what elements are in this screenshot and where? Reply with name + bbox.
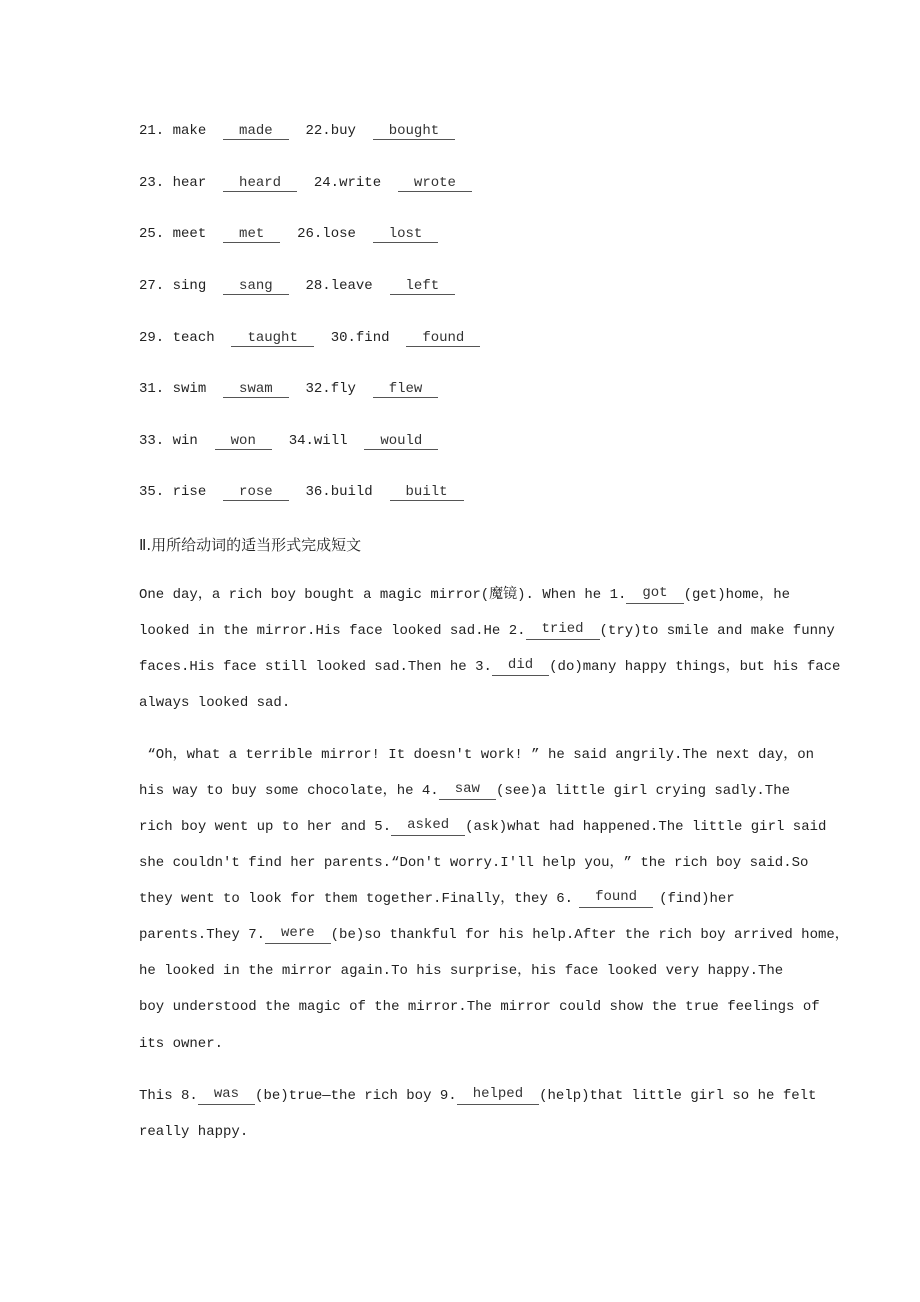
passage-word: make bbox=[750, 623, 793, 639]
passage-word: mirror.His bbox=[256, 623, 350, 639]
passage-word: (get)home， bbox=[683, 587, 774, 603]
passage-word: This bbox=[139, 1088, 182, 1104]
passage-word: in bbox=[197, 623, 224, 639]
passage-text: always looked sad. bbox=[139, 695, 291, 711]
passage-word: “Oh， bbox=[147, 747, 187, 763]
passage-word: (be)so bbox=[330, 927, 390, 943]
passage-word: the bbox=[248, 963, 282, 979]
passage-word: mirror bbox=[500, 999, 560, 1015]
answer-blank: tried bbox=[526, 622, 600, 640]
passage-word: boy bbox=[139, 999, 173, 1015]
passage-word: his bbox=[139, 783, 173, 799]
answer-blank: taught bbox=[231, 331, 313, 347]
answer-blank: sang bbox=[223, 279, 289, 295]
passage-word: the bbox=[640, 855, 674, 871]
passage-word: felt bbox=[782, 1088, 817, 1104]
passage-word: (do)many bbox=[549, 659, 625, 675]
answer-blank: rose bbox=[223, 485, 289, 501]
passage-word: feelings bbox=[727, 999, 803, 1015]
passage-text: (find)her bbox=[659, 891, 735, 907]
answer-blank: lost bbox=[373, 227, 439, 243]
word-row bbox=[139, 329, 497, 347]
word-row bbox=[139, 277, 472, 295]
passage-word: thankful bbox=[389, 927, 466, 943]
item-number: 24. bbox=[313, 175, 340, 191]
item-number: 34. bbox=[288, 433, 314, 449]
item-number: 32. bbox=[305, 381, 331, 397]
passage-line bbox=[139, 694, 781, 712]
passage-word: the bbox=[223, 623, 257, 639]
passage-word: happy.The bbox=[707, 963, 784, 979]
verb: find bbox=[355, 330, 390, 346]
passage-word: things， bbox=[675, 659, 740, 675]
verb: win bbox=[172, 433, 198, 449]
word-row bbox=[139, 225, 455, 243]
passage-word: sad.He bbox=[449, 623, 509, 639]
passage-word: the bbox=[265, 999, 299, 1015]
passage-word: little bbox=[631, 1088, 691, 1104]
passage-word: he bbox=[757, 1088, 783, 1104]
passage-word: she bbox=[139, 855, 173, 871]
passage-word: some bbox=[265, 783, 308, 799]
passage-word: the bbox=[651, 999, 686, 1015]
passage-word: terrible bbox=[245, 747, 322, 763]
passage-line bbox=[139, 890, 781, 908]
passage-word: One bbox=[139, 587, 173, 603]
passage-word: boy bbox=[715, 855, 750, 871]
item-number: 30. bbox=[330, 330, 356, 346]
verb: meet bbox=[172, 226, 207, 242]
passage-word: what bbox=[186, 747, 229, 763]
passage-word: next bbox=[716, 747, 759, 763]
passage-word: went bbox=[214, 819, 257, 835]
passage-word: but bbox=[739, 659, 774, 675]
passage-word: angrily.The bbox=[615, 747, 717, 763]
passage-word: rich bbox=[658, 927, 701, 943]
passage-line bbox=[139, 1035, 781, 1053]
answer-blank: built bbox=[390, 485, 464, 501]
passage-word: face bbox=[564, 963, 607, 979]
passage-word: girl bbox=[750, 819, 793, 835]
passage-word: a bbox=[211, 587, 229, 603]
item-number: 25. bbox=[139, 226, 165, 242]
passage-word: find bbox=[248, 855, 291, 871]
passage-word: his bbox=[416, 963, 450, 979]
verb: swim bbox=[172, 381, 207, 397]
passage-word: worry.I'll bbox=[449, 855, 543, 871]
passage-word: day， bbox=[758, 747, 798, 763]
passage-word: magic bbox=[379, 587, 431, 603]
passage-word: so bbox=[732, 1088, 758, 1104]
passage-word: 9. bbox=[439, 1088, 457, 1104]
passage-word: When bbox=[542, 587, 585, 603]
passage-word: he bbox=[396, 783, 422, 799]
passage-word: said.So bbox=[749, 855, 809, 871]
answer-blank: helped bbox=[457, 1087, 539, 1105]
passage-word: had bbox=[549, 819, 583, 835]
passage-word: again.To bbox=[340, 963, 417, 979]
passage-word: his bbox=[498, 927, 533, 943]
item-number: 28. bbox=[305, 278, 331, 294]
item-number: 21. bbox=[139, 123, 165, 139]
passage-line bbox=[139, 998, 820, 1016]
passage-text: they went to look for them together.Finally，they 6. bbox=[139, 891, 574, 907]
passage-word: mirror.The bbox=[407, 999, 501, 1015]
passage-word: rich bbox=[673, 855, 716, 871]
passage-word: boy bbox=[406, 1088, 440, 1104]
passage-word: he bbox=[139, 963, 165, 979]
answer-blank: made bbox=[223, 124, 289, 140]
verb: lose bbox=[322, 226, 356, 242]
passage-word: very bbox=[665, 963, 708, 979]
passage-word: looked bbox=[606, 963, 666, 979]
passage-word: face bbox=[223, 659, 266, 675]
passage-word: 2. bbox=[508, 623, 526, 639]
passage-word: It bbox=[388, 747, 414, 763]
passage-word: magic bbox=[298, 999, 350, 1015]
section-heading: Ⅱ.用所给动词的适当形式完成短文 bbox=[139, 536, 362, 554]
passage-word: home， bbox=[801, 927, 849, 943]
passage-word: said bbox=[573, 747, 616, 763]
passage-word: smile bbox=[666, 623, 718, 639]
answer-blank: would bbox=[364, 434, 438, 450]
passage-word: for bbox=[465, 927, 499, 943]
passage-word: show bbox=[609, 999, 652, 1015]
item-number: 35. bbox=[139, 484, 165, 500]
passage-word: day， bbox=[172, 587, 212, 603]
passage-word: (see)a bbox=[495, 783, 555, 799]
passage-word: boy bbox=[270, 587, 305, 603]
passage-word: of bbox=[349, 999, 375, 1015]
passage-word: on bbox=[797, 747, 815, 763]
passage-line bbox=[139, 962, 784, 980]
item-number: 36. bbox=[305, 484, 331, 500]
passage-word: 7. bbox=[248, 927, 266, 943]
word-row bbox=[139, 380, 455, 398]
verb: sing bbox=[172, 278, 207, 294]
passage-word: mirror bbox=[281, 963, 341, 979]
passage-word: a bbox=[228, 747, 246, 763]
passage-word: his bbox=[773, 659, 807, 675]
passage-word: 8. bbox=[181, 1088, 198, 1104]
passage-word: true bbox=[685, 999, 728, 1015]
passage-word: he bbox=[584, 587, 610, 603]
passage-text: really happy. bbox=[139, 1124, 249, 1140]
item-number: 31. bbox=[139, 381, 165, 397]
passage-line bbox=[139, 1123, 781, 1141]
passage-word: bought bbox=[304, 587, 364, 603]
passage-word: and bbox=[717, 623, 751, 639]
passage-line bbox=[139, 746, 815, 764]
passage-word: parents.They bbox=[139, 927, 249, 943]
passage-line bbox=[139, 621, 835, 640]
passage-word: sad.Then bbox=[374, 659, 450, 675]
passage-word: chocolate， bbox=[307, 783, 397, 799]
passage-word: faces.His bbox=[139, 659, 224, 675]
passage-word: mirror(魔镜). bbox=[430, 587, 543, 603]
passage-word: ” bbox=[623, 855, 641, 871]
passage-line bbox=[139, 854, 809, 872]
passage-word: her bbox=[307, 819, 341, 835]
passage-word: 3. bbox=[475, 659, 492, 675]
passage-word: face bbox=[349, 623, 392, 639]
passage-word: his bbox=[531, 963, 565, 979]
passage-word: looked bbox=[315, 659, 375, 675]
passage-word: rich bbox=[228, 587, 271, 603]
answer-blank: did bbox=[492, 658, 549, 676]
passage-word: to bbox=[206, 783, 232, 799]
passage-word: rich bbox=[364, 1088, 407, 1104]
passage-text: its owner. bbox=[139, 1036, 224, 1052]
answer-blank: asked bbox=[391, 818, 465, 836]
verb: hear bbox=[172, 175, 207, 191]
passage-word: little bbox=[554, 783, 614, 799]
passage-word: happy bbox=[624, 659, 676, 675]
item-number: 27. bbox=[139, 278, 165, 294]
item-number: 26. bbox=[297, 226, 323, 242]
passage-word: her bbox=[290, 855, 324, 871]
word-row bbox=[139, 483, 480, 501]
passage-word: little bbox=[691, 819, 751, 835]
passage-word: surprise， bbox=[449, 963, 532, 979]
passage-word: he bbox=[547, 747, 574, 763]
passage-line bbox=[139, 781, 791, 800]
passage-word: couldn't bbox=[172, 855, 249, 871]
passage-word: way bbox=[172, 783, 207, 799]
passage-word: mirror! bbox=[321, 747, 389, 763]
passage-word: doesn't bbox=[413, 747, 481, 763]
passage-line bbox=[139, 925, 849, 944]
word-row bbox=[139, 432, 455, 450]
answer-blank: bought bbox=[373, 124, 455, 140]
answer-blank: flew bbox=[373, 382, 439, 398]
passage-word: (try)to bbox=[599, 623, 667, 639]
verb: buy bbox=[330, 123, 356, 139]
passage-word: buy bbox=[231, 783, 266, 799]
passage-line bbox=[139, 657, 841, 676]
passage-word: happened.The bbox=[582, 819, 692, 835]
passage-word: face bbox=[806, 659, 841, 675]
passage-word: up bbox=[256, 819, 282, 835]
passage-word: ” bbox=[531, 747, 548, 763]
passage-word: work! bbox=[480, 747, 532, 763]
passage-word: the bbox=[624, 927, 659, 943]
passage-word: help.After bbox=[532, 927, 625, 943]
passage-word: crying bbox=[655, 783, 715, 799]
passage-word: the bbox=[374, 999, 408, 1015]
verb: rise bbox=[172, 484, 207, 500]
passage-word: 5. bbox=[374, 819, 392, 835]
verb: will bbox=[313, 433, 348, 449]
passage-word: boy bbox=[181, 819, 215, 835]
answer-blank: saw bbox=[439, 782, 496, 800]
passage-word: and bbox=[340, 819, 375, 835]
verb: teach bbox=[172, 330, 215, 346]
passage-word: he bbox=[449, 659, 476, 675]
passage-word: 1. bbox=[609, 587, 627, 603]
passage-word: rich bbox=[139, 819, 182, 835]
verb: make bbox=[172, 123, 207, 139]
item-number: 23. bbox=[139, 175, 165, 191]
passage-word bbox=[139, 746, 147, 764]
passage-word: (be)true—the bbox=[255, 1088, 365, 1104]
passage-word: girl bbox=[613, 783, 656, 799]
item-number: 29. bbox=[139, 330, 165, 346]
passage-word: looked bbox=[164, 963, 224, 979]
passage-word: he bbox=[773, 587, 791, 603]
passage-line bbox=[139, 817, 827, 836]
passage-word: arrived bbox=[733, 927, 802, 943]
passage-word: understood bbox=[172, 999, 266, 1015]
passage-word: you， bbox=[584, 855, 624, 871]
item-number: 22. bbox=[305, 123, 331, 139]
answer-blank: was bbox=[198, 1087, 255, 1105]
passage-word: sadly.The bbox=[714, 783, 791, 799]
passage-word: looked bbox=[139, 623, 198, 639]
answer-blank: were bbox=[265, 926, 331, 944]
passage-word: parents.“Don't bbox=[323, 855, 450, 871]
passage-word: of bbox=[802, 999, 820, 1015]
answer-blank: got bbox=[626, 586, 683, 604]
passage-word: could bbox=[559, 999, 610, 1015]
passage-word: a bbox=[363, 587, 380, 603]
answer-blank: left bbox=[390, 279, 456, 295]
answer-blank: found bbox=[406, 331, 480, 347]
verb: build bbox=[330, 484, 373, 500]
passage-word: 4. bbox=[421, 783, 439, 799]
answer-blank: found bbox=[579, 890, 653, 908]
passage-word: (help)that bbox=[539, 1088, 632, 1104]
passage-word: said bbox=[792, 819, 827, 835]
verb: write bbox=[339, 175, 382, 191]
passage-word: boy bbox=[700, 927, 734, 943]
passage-line bbox=[139, 1086, 817, 1105]
passage-word: still bbox=[265, 659, 316, 675]
word-row bbox=[139, 174, 489, 192]
passage-word: funny bbox=[792, 623, 835, 639]
answer-blank: heard bbox=[223, 176, 297, 192]
answer-blank: wrote bbox=[398, 176, 472, 192]
verb: leave bbox=[330, 278, 373, 294]
word-row bbox=[139, 122, 472, 140]
passage-word: (ask)what bbox=[465, 819, 550, 835]
passage-word: in bbox=[223, 963, 249, 979]
answer-blank: swam bbox=[223, 382, 289, 398]
answer-blank: won bbox=[215, 434, 272, 450]
verb: fly bbox=[330, 381, 356, 397]
item-number: 33. bbox=[139, 433, 165, 449]
answer-blank: met bbox=[223, 227, 280, 243]
passage-word: looked bbox=[391, 623, 450, 639]
passage-word: help bbox=[542, 855, 585, 871]
passage-word: girl bbox=[690, 1088, 733, 1104]
passage-word: to bbox=[281, 819, 308, 835]
passage-line bbox=[139, 585, 791, 604]
